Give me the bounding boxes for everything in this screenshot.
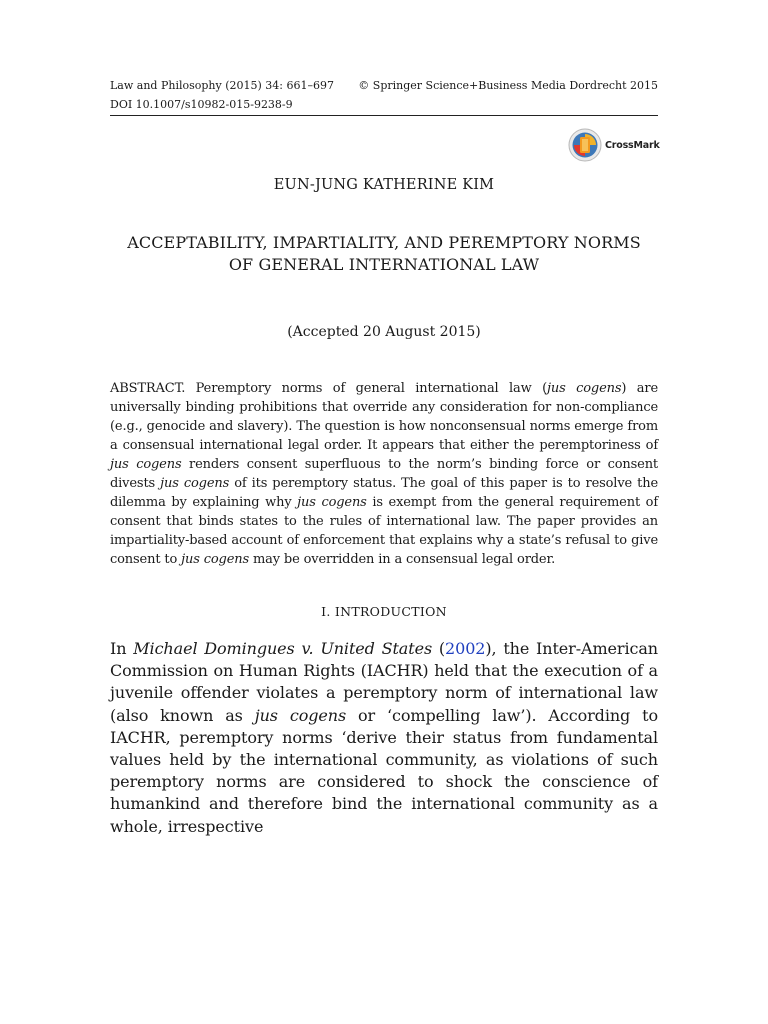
intro-text: In [110,639,134,658]
citation-link[interactable]: 2002 [445,639,486,658]
title-line-1: ACCEPTABILITY, IMPARTIALITY, AND PEREMPTORY NORMS [127,233,641,252]
abstract-term: jus cogens [297,495,367,510]
doi[interactable]: DOI 10.1007/s10982-015-9238-9 [110,98,293,111]
case-name: Michael Domingues v. United States [133,639,433,658]
section-heading: I. INTRODUCTION [321,604,447,619]
title-line-2: OF GENERAL INTERNATIONAL LAW [228,255,540,274]
article-title [110,232,658,276]
copyright-notice: © Springer Science+Business Media Dordrecht 2015 [358,79,658,92]
intro-text: ( [432,639,446,658]
abstract-term: jus cogens [181,552,249,567]
intro-text: ), the Inter-American Commission on Human Rights (IACHR) held that the execution of a juvenile offender violates a peremptory norm of international law (also known as [110,639,658,725]
running-header [110,76,658,114]
abstract-text: ) are universally binding prohibitions that override any consideration for non-compliance (e.g., genocide and slavery). The question is how nonconsensual norms emerge from a consensual international legal order. It appears that either the peremptoriness of [110,381,658,453]
abstract-term: jus cogens [160,476,230,491]
abstract-term: jus cogens [110,457,182,472]
accepted-date: (Accepted 20 August 2015) [287,324,481,340]
abstract-text: of its peremptory status. The goal of this paper is to resolve the dilemma by explaining why [110,476,658,510]
intro-text: or ‘compelling law’). According to IACHR, peremptory norms ‘derive their status from fundamental values held by the international community, as violations of such peremptory norms are considered to shock the conscience of humankind and therefore bind the international community as a whole, irrespective [110,705,658,836]
journal-citation: Law and Philosophy (2015) 34: 661–697 [110,79,334,92]
header-row [110,76,658,95]
abstract-text: is exempt from the general requirement of consent that binds states to the rules of international law. The paper provides an impartiality-based account of enforcement that explains why a state’s refusal to give consent to [110,495,659,567]
author-name: EUN-JUNG KATHERINE KIM [273,177,495,193]
abstract-text: ABSTRACT. Peremptory norms of general international law ( [110,381,548,396]
header-divider [110,115,658,116]
abstract [110,379,658,569]
abstract-term: jus cogens [547,381,622,396]
intro-paragraph [110,638,658,838]
abstract-text: renders consent superfluous to the norm’s binding force or consent divests [110,457,658,491]
crossmark-badge[interactable] [568,128,660,162]
abstract-text: may be overridden in a consensual legal order. [248,552,556,567]
crossmark-icon [568,128,602,162]
intro-term: jus cogens [254,705,347,725]
crossmark-label: CrossMark [605,139,660,151]
